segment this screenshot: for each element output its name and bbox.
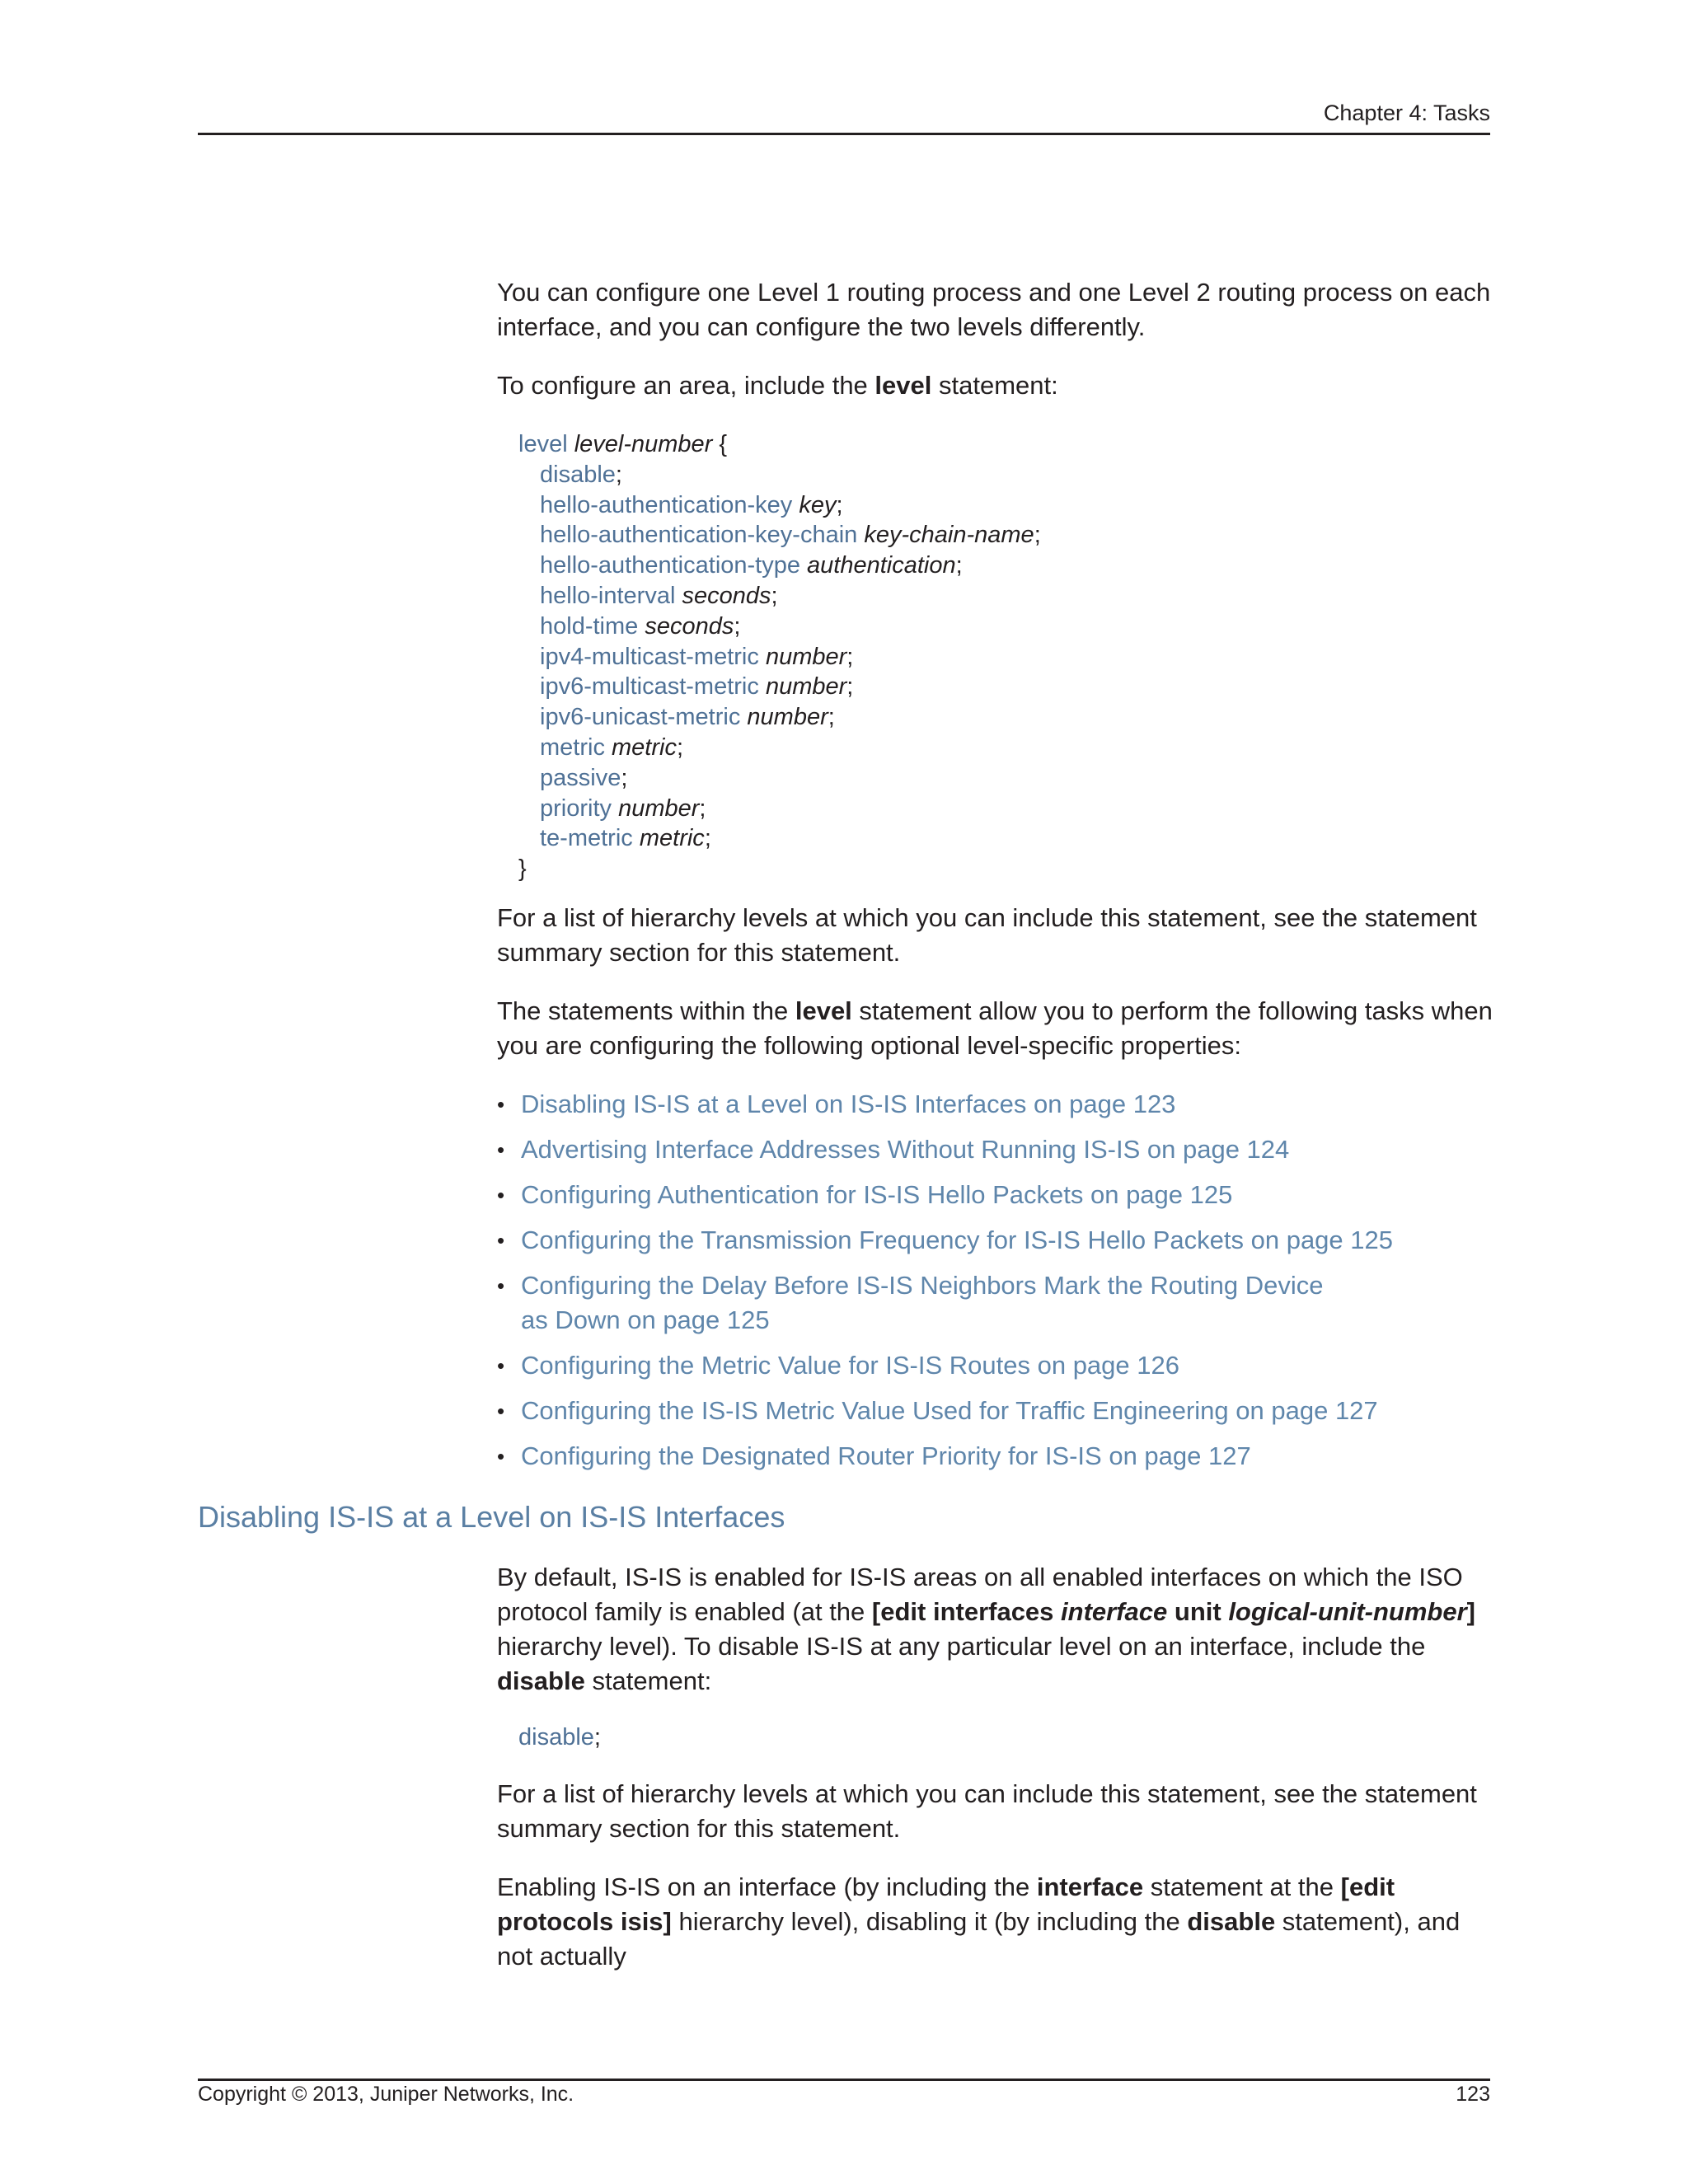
code-line: hello-authentication-key-chain key-chain-name; bbox=[540, 522, 1041, 549]
footer-copyright: Copyright © 2013, Juniper Networks, Inc. bbox=[198, 2083, 574, 2106]
bullet-icon: • bbox=[497, 1137, 505, 1162]
code-argument: number bbox=[747, 704, 828, 731]
code-statement: ipv6-multicast-metric bbox=[540, 673, 759, 701]
code-statement: hello-interval bbox=[540, 582, 676, 609]
task-link[interactable]: Configuring the Metric Value for IS-IS Routes on page 126 bbox=[521, 1351, 1179, 1380]
section-p3-text-3: hierarchy level), disabling it (by including the bbox=[671, 1906, 1188, 1936]
code-argument: number bbox=[765, 643, 847, 670]
section-p3-path: [edit protocols isis] bbox=[497, 1872, 1395, 1936]
task-link[interactable]: Advertising Interface Addresses Without Running IS-IS on page 124 bbox=[521, 1135, 1290, 1164]
section-p1-path-end: ] bbox=[1466, 1597, 1475, 1626]
section-p3-keyword: interface bbox=[1036, 1872, 1144, 1901]
list-item bbox=[497, 1087, 1412, 1122]
intro-para2-before: To configure an area, include the bbox=[497, 371, 875, 400]
list-item bbox=[497, 1439, 1412, 1474]
running-header: Chapter 4: Tasks bbox=[1323, 101, 1490, 125]
code-open-keyword: level bbox=[518, 431, 568, 457]
list-item bbox=[497, 1268, 1412, 1338]
code-argument: key bbox=[799, 491, 837, 518]
code-line: ipv4-multicast-metric number; bbox=[540, 643, 854, 670]
code-argument: authentication bbox=[807, 552, 956, 579]
code-statement: disable bbox=[518, 1724, 594, 1750]
code-argument: key-chain-name bbox=[864, 522, 1034, 549]
section-p3-keyword-2: disable bbox=[1187, 1906, 1276, 1936]
section-body bbox=[497, 1560, 1494, 1974]
bullet-icon: • bbox=[497, 1183, 505, 1207]
bullet-icon: • bbox=[497, 1444, 505, 1469]
code-statement: ipv4-multicast-metric bbox=[540, 643, 759, 670]
bullet-icon: • bbox=[497, 1399, 505, 1423]
code-statement: ipv6-unicast-metric bbox=[540, 704, 741, 731]
code-line: passive; bbox=[540, 764, 628, 791]
hierarchy-note-paragraph: For a list of hierarchy levels at which you can include this statement, see the statement summary section for this statement. bbox=[497, 903, 1477, 967]
intro-block bbox=[497, 275, 1494, 403]
level-description-block bbox=[497, 901, 1494, 1484]
tasks-intro-before: The statements within the bbox=[497, 996, 795, 1025]
code-statement: disable bbox=[540, 461, 616, 488]
task-link[interactable]: Configuring the Designated Router Priority for IS-IS on page 127 bbox=[521, 1441, 1251, 1470]
bullet-icon: • bbox=[497, 1273, 505, 1298]
code-open-brace: { bbox=[712, 431, 728, 457]
tasks-intro-keyword: level bbox=[795, 996, 852, 1025]
tasks-intro-paragraph bbox=[497, 994, 1494, 1063]
intro-paragraph-2 bbox=[497, 368, 1494, 403]
code-argument: metric bbox=[612, 733, 677, 761]
code-close-line: } bbox=[518, 855, 527, 883]
section-p3-text: Enabling IS-IS on an interface (by including the bbox=[497, 1872, 1037, 1901]
code-line: hello-interval seconds; bbox=[540, 582, 778, 609]
list-item bbox=[497, 1223, 1412, 1258]
section-p1-path-unit: unit bbox=[1167, 1597, 1229, 1626]
task-link[interactable]: Configuring the IS-IS Metric Value Used for Traffic Engineering on page 127 bbox=[521, 1396, 1378, 1425]
bullet-icon: • bbox=[497, 1228, 505, 1253]
code-statement: hold-time bbox=[540, 612, 639, 640]
code-line: te-metric metric; bbox=[540, 825, 711, 852]
code-line: hello-authentication-key key; bbox=[540, 491, 843, 518]
code-statement: hello-authentication-type bbox=[540, 552, 800, 579]
code-line: hold-time seconds; bbox=[540, 612, 741, 640]
section-p1-path: [edit interfaces bbox=[871, 1597, 1062, 1626]
task-link[interactable]: Disabling IS-IS at a Level on IS-IS Interfaces on page 123 bbox=[521, 1090, 1176, 1118]
code-terminator: ; bbox=[593, 1724, 601, 1750]
level-code-block bbox=[518, 429, 1516, 884]
section-p1-text-3: statement: bbox=[584, 1666, 712, 1695]
task-link[interactable]: Configuring the Delay Before IS-IS Neighbors Mark the Routing Device as Down on page 125 bbox=[521, 1271, 1324, 1334]
code-line: ipv6-unicast-metric number; bbox=[540, 704, 835, 731]
task-link[interactable]: Configuring Authentication for IS-IS Hello Packets on page 125 bbox=[521, 1180, 1233, 1209]
section-p1-text: By default, IS-IS is enabled for IS-IS areas on all enabled interfaces on which the ISO protocol family is enabled (at the bbox=[497, 1563, 1463, 1626]
code-statement: metric bbox=[540, 733, 605, 761]
intro-para2-keyword: level bbox=[874, 371, 932, 400]
code-statement: priority bbox=[540, 794, 612, 822]
code-argument: seconds bbox=[682, 582, 771, 609]
bullet-icon: • bbox=[497, 1353, 505, 1378]
code-argument: seconds bbox=[645, 612, 734, 640]
section-paragraph-2: For a list of hierarchy levels at which you can include this statement, see the statement summary section for this statement. bbox=[497, 1779, 1477, 1843]
code-argument: metric bbox=[639, 825, 705, 852]
code-statement: te-metric bbox=[540, 825, 633, 852]
list-item bbox=[497, 1394, 1412, 1428]
disable-code-line bbox=[497, 1722, 1494, 1753]
code-argument: number bbox=[618, 794, 700, 822]
section-p1-keyword: disable bbox=[497, 1666, 585, 1695]
code-line: hello-authentication-type authentication; bbox=[540, 552, 963, 579]
code-open-line bbox=[518, 429, 1516, 460]
code-line: priority number; bbox=[540, 794, 706, 822]
task-link[interactable]: Configuring the Transmission Frequency for IS-IS Hello Packets on page 125 bbox=[521, 1226, 1393, 1254]
section-p1-path-arg: interface bbox=[1061, 1597, 1168, 1626]
tasks-intro-after: statement allow you to perform the following tasks when you are configuring the following optional level-specific properties: bbox=[497, 996, 1493, 1060]
footer-rule bbox=[198, 2079, 1490, 2081]
code-statement: hello-authentication-key-chain bbox=[540, 522, 858, 549]
section-paragraph-1 bbox=[497, 1560, 1494, 1699]
code-line: metric metric; bbox=[540, 733, 684, 761]
section-p3-text-4: statement), and not actually bbox=[497, 1906, 1461, 1971]
code-statement: hello-authentication-key bbox=[540, 491, 793, 518]
intro-para2-after: statement: bbox=[931, 371, 1058, 400]
code-statement: passive bbox=[540, 764, 621, 791]
code-argument: number bbox=[765, 673, 847, 701]
page-number: 123 bbox=[1456, 2083, 1490, 2106]
list-item bbox=[497, 1132, 1412, 1167]
section-paragraph-3 bbox=[497, 1870, 1494, 1974]
header-rule bbox=[198, 133, 1490, 135]
code-line: disable; bbox=[540, 461, 622, 488]
task-link-list bbox=[497, 1087, 1412, 1474]
bullet-icon: • bbox=[497, 1092, 505, 1117]
section-heading: Disabling IS-IS at a Level on IS-IS Interfaces bbox=[198, 1500, 785, 1534]
section-p3-text-2: statement at the bbox=[1143, 1872, 1341, 1901]
section-p1-text-2: hierarchy level). To disable IS-IS at any particular level on an interface, include the bbox=[497, 1632, 1426, 1661]
intro-paragraph-1: You can configure one Level 1 routing process and one Level 2 routing process on each interface, and you can configure the two levels differently. bbox=[497, 278, 1491, 341]
list-item bbox=[497, 1178, 1412, 1212]
list-item bbox=[497, 1348, 1412, 1383]
code-open-arg: level-number bbox=[574, 431, 713, 457]
code-line: ipv6-multicast-metric number; bbox=[540, 673, 854, 701]
section-p1-path-arg2: logical-unit-number bbox=[1228, 1597, 1467, 1626]
